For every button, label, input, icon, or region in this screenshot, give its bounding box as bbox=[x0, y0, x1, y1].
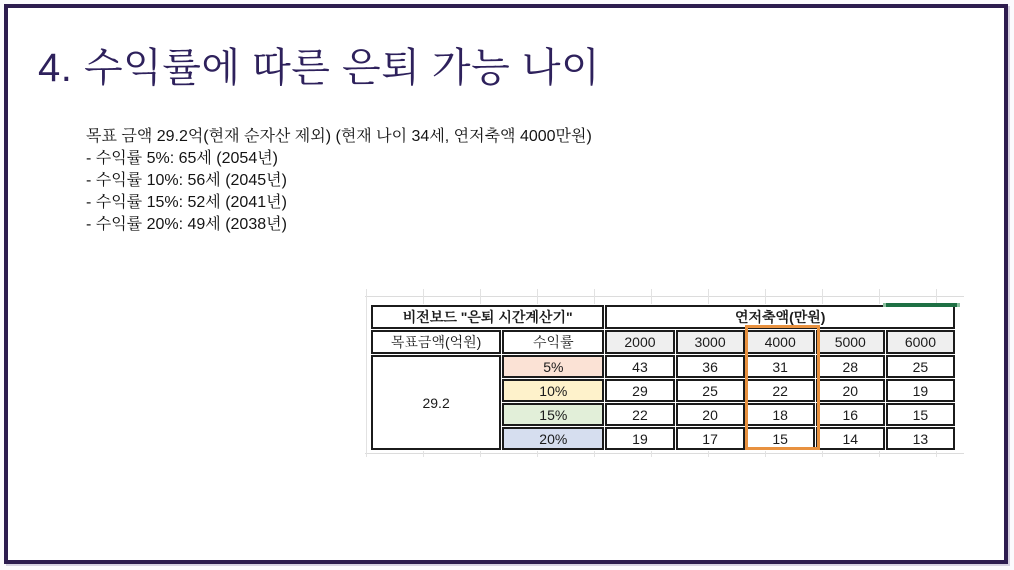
gridline bbox=[365, 453, 964, 454]
table-cell: 43 bbox=[605, 355, 674, 378]
excel-selection-artifact bbox=[883, 303, 960, 307]
table-cell: 25 bbox=[886, 355, 955, 378]
table-cell: 20 bbox=[816, 379, 885, 402]
table-cell: 25 bbox=[676, 379, 745, 402]
table-cell: 28 bbox=[816, 355, 885, 378]
target-amount-header: 목표금액(억원) bbox=[371, 330, 501, 354]
summary-line: - 수익률 10%: 56세 (2045년) bbox=[86, 172, 287, 189]
table-cell: 18 bbox=[746, 403, 815, 426]
table-cell: 15 bbox=[746, 427, 815, 450]
slide-border bbox=[4, 4, 1008, 564]
table-cell: 16 bbox=[816, 403, 885, 426]
rate-label-20: 20% bbox=[502, 427, 604, 450]
summary-line: 목표 금액 29.2억(현재 순자산 제외) (현재 나이 34세, 연저축액 4000만원) bbox=[86, 128, 592, 145]
target-amount-cell: 29.2 bbox=[371, 355, 501, 450]
summary-line: - 수익률 15%: 52세 (2041년) bbox=[86, 194, 287, 211]
table-cell: 22 bbox=[605, 403, 674, 426]
table-cell: 29 bbox=[605, 379, 674, 402]
rate-header: 수익률 bbox=[502, 330, 604, 354]
savings-col-3000: 3000 bbox=[676, 330, 745, 354]
table-cell: 15 bbox=[886, 403, 955, 426]
rate-label-5: 5% bbox=[502, 355, 604, 378]
savings-header-cell: 연저축액(만원) bbox=[605, 305, 955, 329]
summary-text-block bbox=[86, 126, 592, 236]
gridline bbox=[365, 296, 964, 297]
savings-col-5000: 5000 bbox=[816, 330, 885, 354]
savings-col-2000: 2000 bbox=[605, 330, 674, 354]
table-cell: 19 bbox=[605, 427, 674, 450]
rate-label-15: 15% bbox=[502, 403, 604, 426]
table-cell: 22 bbox=[746, 379, 815, 402]
savings-col-6000: 6000 bbox=[886, 330, 955, 354]
table-cell: 20 bbox=[676, 403, 745, 426]
summary-line: - 수익률 20%: 49세 (2038년) bbox=[86, 216, 287, 233]
table-cell: 13 bbox=[886, 427, 955, 450]
table-cell: 31 bbox=[746, 355, 815, 378]
rate-label-10: 10% bbox=[502, 379, 604, 402]
gridline bbox=[366, 289, 367, 457]
summary-line: - 수익률 5%: 65세 (2054년) bbox=[86, 150, 279, 167]
table-title-cell: 비전보드 "은퇴 시간계산기" bbox=[371, 305, 604, 329]
savings-col-4000: 4000 bbox=[746, 330, 815, 354]
retirement-calculator-table bbox=[370, 304, 956, 451]
spreadsheet-screenshot bbox=[365, 289, 964, 457]
table-cell: 14 bbox=[816, 427, 885, 450]
table-cell: 19 bbox=[886, 379, 955, 402]
page-title: 4. 수익률에 따른 은퇴 가능 나이 bbox=[38, 46, 601, 90]
table-cell: 36 bbox=[676, 355, 745, 378]
table-cell: 17 bbox=[676, 427, 745, 450]
